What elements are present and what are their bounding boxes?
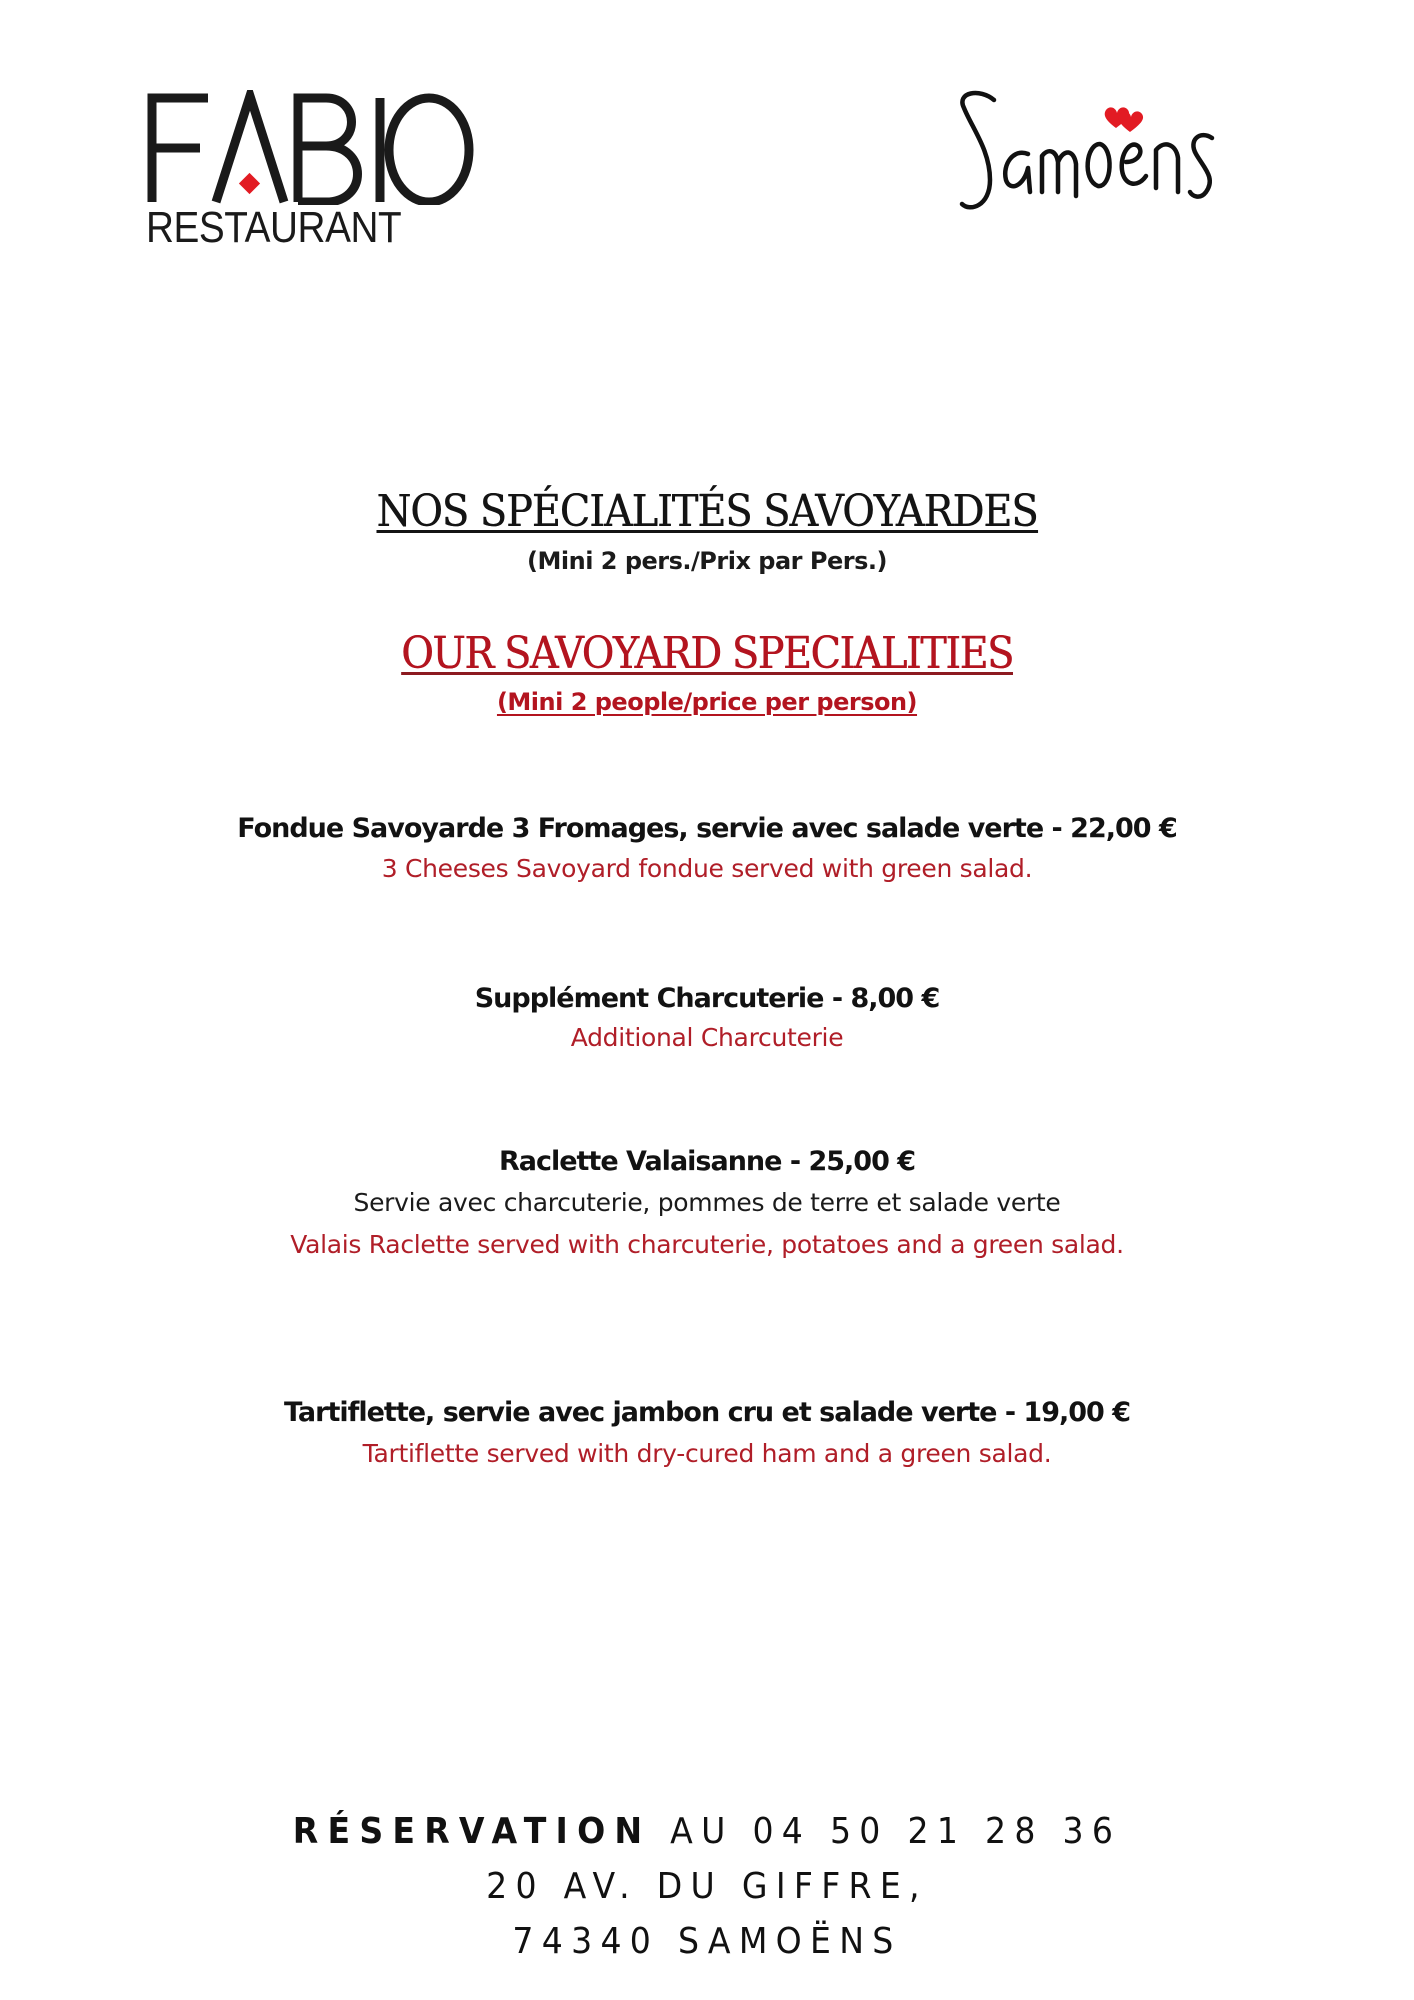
- menu-item-description-en: Valais Raclette served with charcuterie, potatoes and a green salad.: [290, 1230, 1124, 1259]
- reservation-line: [57, 1810, 1358, 1854]
- menu-item-name: Tartiflette, servie avec jambon cru et salade verte - 19,00 €: [283, 1397, 1131, 1428]
- address-street: 20 AV. DU GIFFRE,: [486, 1866, 928, 1907]
- samoens-logo: [950, 88, 1230, 218]
- menu-item-description-en: Tartiflette served with dry-cured ham and a green salad.: [362, 1439, 1052, 1468]
- section-subtitle-en-text: (Mini 2 people/price per person): [496, 688, 918, 716]
- menu-item-description-fr: Servie avec charcuterie, pommes de terre et salade verte: [353, 1188, 1061, 1217]
- menu-item-name: Raclette Valaisanne - 25,00 €: [498, 1146, 916, 1177]
- samoens-script-icon: [950, 88, 1230, 218]
- menu-item-name: Supplément Charcuterie - 8,00 €: [474, 983, 940, 1014]
- menu-item-description-en: 3 Cheeses Savoyard fondue served with green salad.: [381, 854, 1033, 883]
- fabio-wordmark: [146, 90, 476, 205]
- menu-item-description-en: Additional Charcuterie: [570, 1023, 844, 1052]
- reservation-phone[interactable]: AU 04 50 21 28 36: [670, 1811, 1122, 1852]
- section-title-en-text: OUR SAVOYARD SPECIALITIES: [401, 628, 1013, 679]
- section-title-en: [71, 626, 1344, 682]
- reservation-label: RÉSERVATION: [292, 1811, 652, 1852]
- fabio-restaurant-logo: [146, 90, 476, 250]
- section-subtitle-en: [0, 687, 1414, 717]
- section-title-fr: [71, 484, 1344, 540]
- section-title-fr-text: NOS SPÉCIALITÉS SAVOYARDES: [376, 486, 1038, 537]
- address-city: 74340 SAMOËNS: [512, 1921, 902, 1962]
- menu-item-name: Fondue Savoyarde 3 Fromages, servie avec salade verte - 22,00 €: [237, 813, 1177, 844]
- restaurant-subtitle: RESTAURANT: [146, 203, 402, 252]
- section-subtitle-fr: (Mini 2 pers./Prix par Pers.): [527, 547, 887, 575]
